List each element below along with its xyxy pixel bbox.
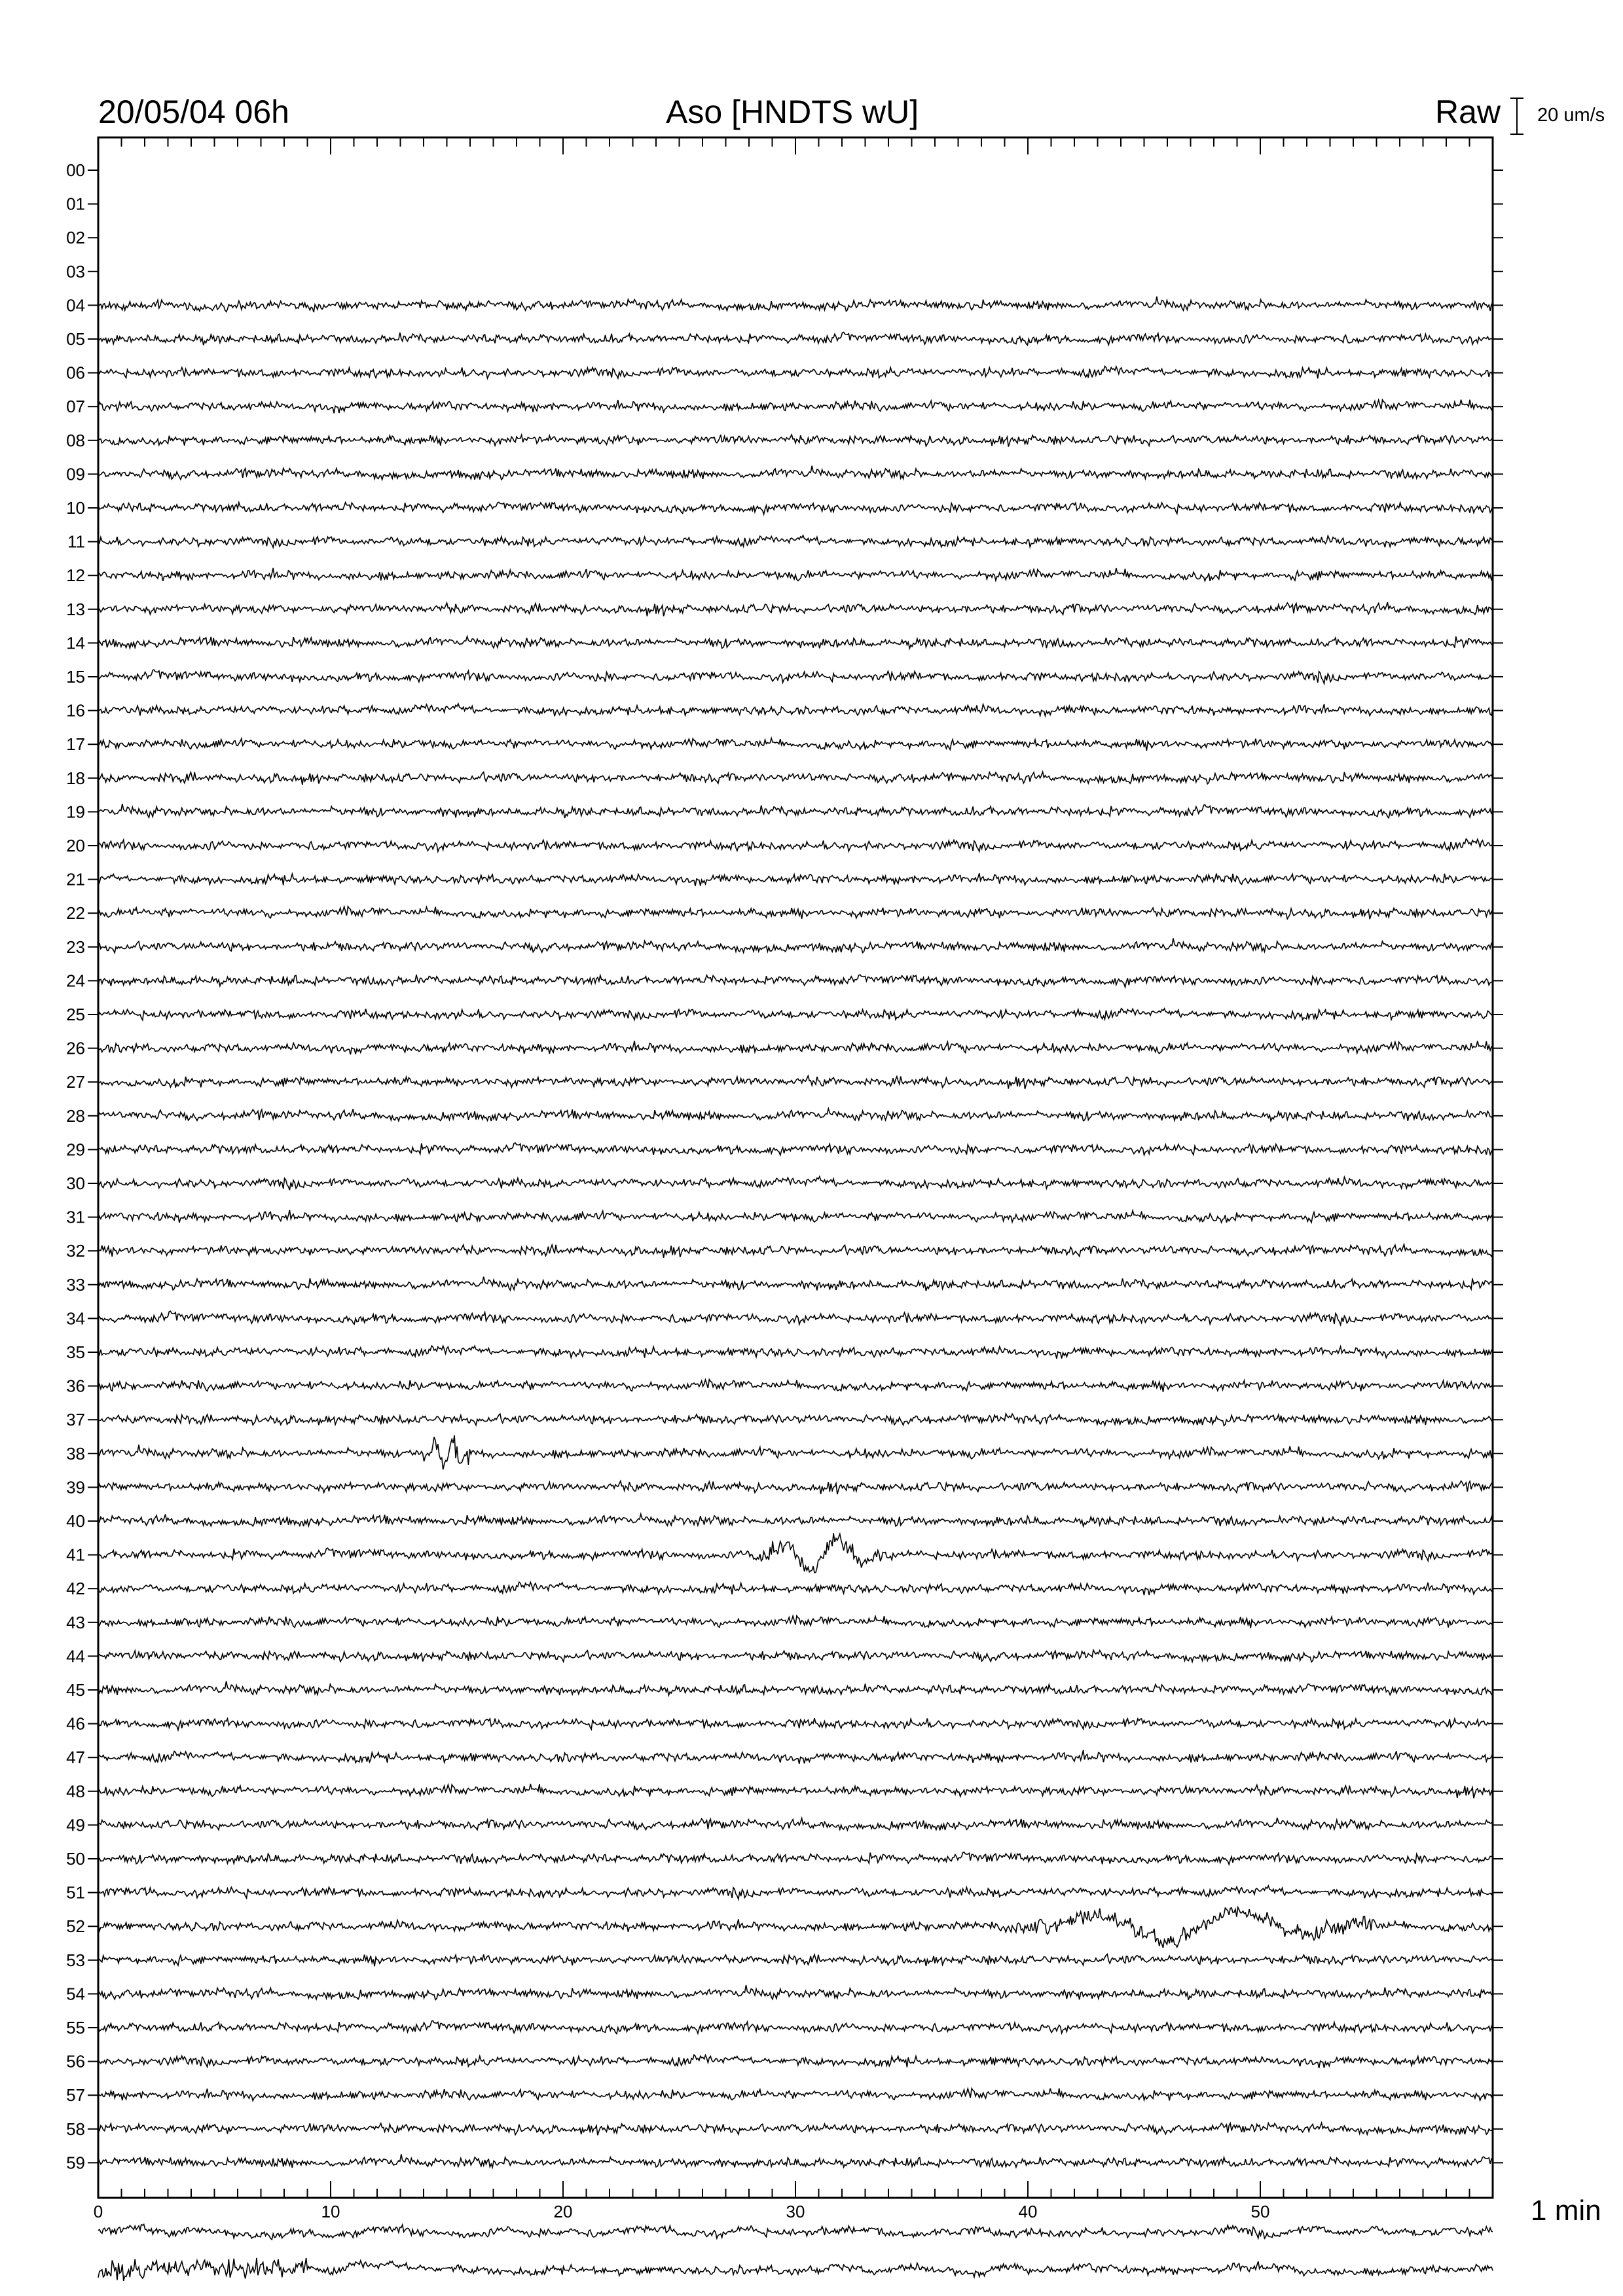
row-label: 52 xyxy=(66,1916,85,1937)
trace-row xyxy=(98,2123,1493,2136)
row-label: 56 xyxy=(66,2051,85,2072)
row-label: 06 xyxy=(66,363,85,383)
trace-row xyxy=(98,2054,1493,2068)
row-label: 15 xyxy=(66,667,85,687)
trace-row xyxy=(98,636,1493,649)
trace-row xyxy=(98,1009,1493,1020)
row-label: 53 xyxy=(66,1950,85,1970)
x-tick-label: 0 xyxy=(93,2202,103,2221)
row-label: 02 xyxy=(66,228,85,248)
trace-row xyxy=(98,1435,1493,1469)
row-label: 42 xyxy=(66,1579,85,1599)
trace-row xyxy=(98,1650,1493,1662)
trace-row xyxy=(98,2020,1493,2034)
row-label: 38 xyxy=(66,1443,85,1463)
trace-row xyxy=(98,670,1493,683)
trace-row xyxy=(98,804,1493,818)
trace-row xyxy=(98,1681,1493,1696)
row-label: 03 xyxy=(66,261,85,281)
trace-row xyxy=(98,1210,1493,1223)
row-label: 39 xyxy=(66,1477,85,1498)
trace-row xyxy=(98,1985,1493,2000)
trace-row xyxy=(98,1718,1493,1730)
row-label: 31 xyxy=(66,1207,85,1227)
row-label: 36 xyxy=(66,1376,85,1396)
trace-row xyxy=(98,1616,1493,1628)
row-label: 04 xyxy=(66,295,85,315)
trace-row xyxy=(98,296,1493,312)
row-label: 13 xyxy=(66,599,85,619)
trace-row xyxy=(98,568,1493,581)
trace-row xyxy=(98,1852,1493,1865)
trace-row xyxy=(98,906,1493,919)
row-label: 22 xyxy=(66,903,85,924)
row-label: 23 xyxy=(66,937,85,957)
trace-row xyxy=(98,1076,1493,1089)
row-label: 21 xyxy=(66,869,85,889)
trace-row xyxy=(98,1818,1493,1830)
row-label: 34 xyxy=(66,1308,85,1329)
trace-row xyxy=(98,332,1493,346)
row-label: 09 xyxy=(66,464,85,484)
trace-row xyxy=(98,1954,1493,1967)
trailing-trace xyxy=(98,2224,1493,2239)
row-label: 49 xyxy=(66,1815,85,1835)
row-label: 48 xyxy=(66,1781,85,1801)
trace-row xyxy=(98,939,1493,953)
trace-row xyxy=(98,1177,1493,1191)
row-label: 05 xyxy=(66,329,85,349)
trace-row xyxy=(98,602,1493,616)
row-label: 01 xyxy=(66,194,85,214)
trace-row xyxy=(98,704,1493,716)
row-label: 12 xyxy=(66,565,85,586)
trace-row xyxy=(98,1109,1493,1121)
trace-row xyxy=(98,367,1493,379)
trace-row xyxy=(98,1277,1493,1291)
trace-row xyxy=(98,400,1493,414)
trace-row xyxy=(98,1907,1493,1948)
amplitude-scale-label: 20 um/s xyxy=(1537,105,1605,126)
minute-unit-label: 1 min xyxy=(1531,2195,1601,2227)
x-tick-label: 20 xyxy=(553,2202,573,2221)
row-label: 30 xyxy=(66,1174,85,1193)
trailing-trace xyxy=(98,2258,1493,2281)
row-label: 14 xyxy=(66,633,85,653)
row-label: 37 xyxy=(66,1410,85,1430)
trace-row xyxy=(98,1311,1493,1325)
trace-row xyxy=(98,1244,1493,1258)
row-label: 07 xyxy=(66,397,85,417)
x-tick-label: 40 xyxy=(1018,2202,1038,2221)
trace-row xyxy=(98,1750,1493,1764)
row-label: 59 xyxy=(66,2153,85,2173)
row-label: 51 xyxy=(66,1882,85,1903)
row-label: 24 xyxy=(66,971,85,991)
trace-row xyxy=(98,1886,1493,1899)
mode-label: Raw xyxy=(1435,94,1501,130)
row-label: 27 xyxy=(66,1072,85,1092)
date-hour-label: 20/05/04 06h xyxy=(98,94,289,130)
x-tick-labels xyxy=(94,2202,1270,2221)
station-title: Aso [HNDTS wU] xyxy=(666,94,919,130)
trace-row xyxy=(98,1514,1493,1526)
row-label: 16 xyxy=(66,700,85,721)
trace-row xyxy=(98,975,1493,987)
trace-row xyxy=(98,1041,1493,1054)
row-label: 33 xyxy=(66,1274,85,1295)
trace-row xyxy=(98,466,1493,480)
row-label: 45 xyxy=(66,1680,85,1700)
row-label: 35 xyxy=(66,1342,85,1362)
trace-row xyxy=(98,1481,1493,1494)
row-label: 25 xyxy=(66,1005,85,1024)
trace-row xyxy=(98,1533,1493,1573)
row-labels xyxy=(66,160,85,2172)
trace-row xyxy=(98,1380,1493,1392)
trace-row xyxy=(98,1582,1493,1595)
row-label: 57 xyxy=(66,2085,85,2106)
trace-row xyxy=(98,772,1493,785)
trace-row xyxy=(98,738,1493,751)
row-label: 32 xyxy=(66,1241,85,1261)
trace-row xyxy=(98,435,1493,446)
row-label: 00 xyxy=(66,160,85,180)
row-label: 50 xyxy=(66,1849,85,1869)
row-label: 40 xyxy=(66,1511,85,1531)
trace-row xyxy=(98,1414,1493,1426)
trace-row xyxy=(98,535,1493,548)
x-tick-label: 30 xyxy=(786,2202,805,2221)
row-label: 26 xyxy=(66,1038,85,1058)
trace-row xyxy=(98,502,1493,514)
row-label: 43 xyxy=(66,1612,85,1632)
row-label: 08 xyxy=(66,430,85,450)
row-label: 11 xyxy=(67,531,85,552)
row-label: 18 xyxy=(66,768,85,788)
trace-row xyxy=(98,1784,1493,1799)
row-label: 17 xyxy=(66,734,85,755)
row-label: 19 xyxy=(66,802,85,822)
seismic-traces xyxy=(98,296,1493,2296)
trace-row xyxy=(98,2154,1493,2168)
row-label: 54 xyxy=(66,1984,85,2004)
row-label: 47 xyxy=(66,1748,85,1768)
x-tick-label: 50 xyxy=(1250,2202,1270,2221)
row-label: 29 xyxy=(66,1139,85,1160)
x-tick-label: 10 xyxy=(321,2202,340,2221)
row-label: 28 xyxy=(66,1105,85,1126)
row-label: 46 xyxy=(66,1713,85,1734)
trace-row xyxy=(98,839,1493,852)
trace-row xyxy=(98,873,1493,886)
trace-row xyxy=(98,2089,1493,2101)
row-label: 20 xyxy=(66,836,85,855)
trace-row xyxy=(98,1346,1493,1359)
row-label: 58 xyxy=(66,2119,85,2139)
row-label: 10 xyxy=(66,498,85,518)
row-label: 44 xyxy=(66,1646,85,1666)
row-label: 55 xyxy=(66,2018,85,2037)
trace-row xyxy=(98,1143,1493,1155)
row-label: 41 xyxy=(66,1545,85,1565)
